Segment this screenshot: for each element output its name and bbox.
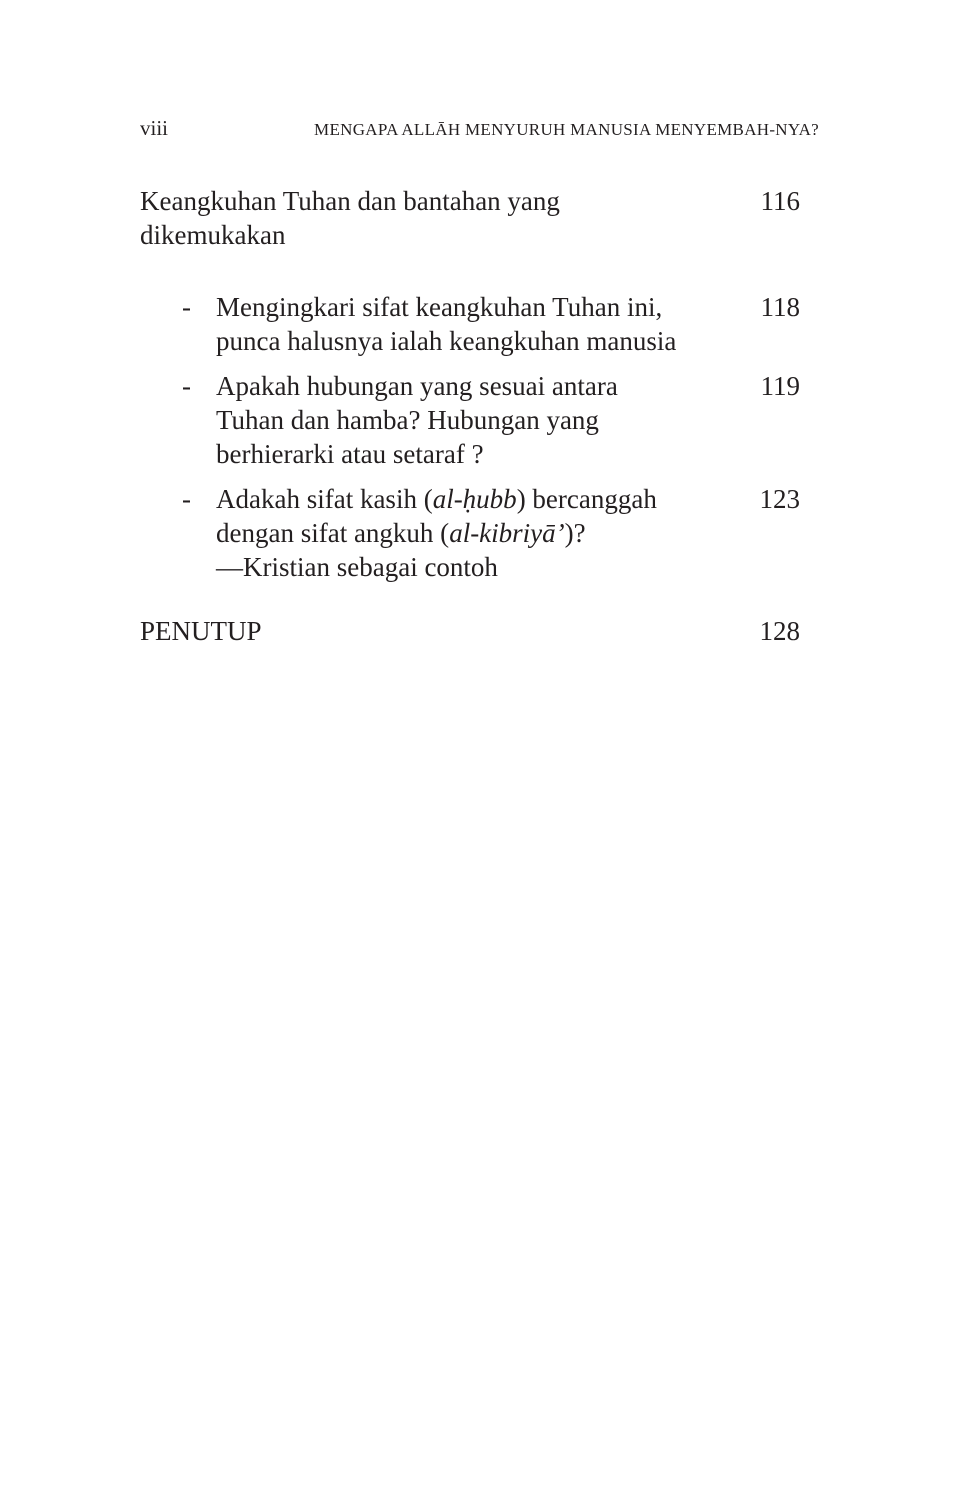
line-text: ) bercanggah: [516, 484, 657, 514]
toc-entry-line: —Kristian sebagai contoh: [216, 552, 498, 582]
running-head-title: MENGAPA ALLĀH MENYURUH MANUSIA MENYEMBAH-NYA?: [314, 120, 819, 139]
toc-sub-entry[interactable]: [140, 482, 802, 584]
italic-term: al-ḥubb: [432, 484, 517, 514]
toc-page-number: 118: [760, 292, 800, 322]
toc-sub-entry-title: [216, 369, 736, 471]
toc-page-number: 123: [759, 484, 800, 514]
toc-entry-line: Keangkuhan Tuhan dan bantahan yang: [140, 186, 560, 216]
toc-entry-title: [140, 614, 700, 648]
table-of-contents: [140, 184, 802, 648]
toc-entry-line: [216, 516, 736, 550]
toc-entry-main[interactable]: [140, 184, 802, 252]
toc-entry-line: punca halusnya ialah keangkuhan manusia: [216, 326, 677, 356]
list-dash: -: [182, 371, 191, 401]
italic-term: al-kibriyā’: [449, 518, 565, 548]
toc-entry-closing[interactable]: [140, 614, 802, 648]
toc-sub-entry-title: [216, 290, 736, 358]
toc-entry-line: Tuhan dan hamba? Hubungan yang: [216, 405, 599, 435]
running-head: [0, 112, 971, 148]
toc-entry-line: PENUTUP: [140, 616, 262, 646]
line-text: )?: [564, 518, 586, 548]
page-number: viii: [140, 116, 169, 140]
toc-entry-line: dikemukakan: [140, 220, 286, 250]
list-dash: -: [182, 292, 191, 322]
toc-entry-line: [216, 482, 736, 516]
toc-page-number: 116: [760, 186, 800, 216]
toc-entry-title: [140, 184, 700, 252]
toc-entry-line: Mengingkari sifat keangkuhan Tuhan ini,: [216, 292, 663, 322]
toc-sub-entry[interactable]: [140, 290, 802, 358]
line-text: dengan sifat angkuh (: [216, 518, 450, 548]
toc-entry-line: Apakah hubungan yang sesuai antara: [216, 371, 618, 401]
list-dash: -: [182, 484, 191, 514]
line-text: Adakah sifat kasih (: [216, 484, 433, 514]
toc-sub-entry[interactable]: [140, 369, 802, 471]
toc-sub-entry-title: [216, 482, 736, 584]
toc-page-number: 128: [759, 616, 800, 646]
toc-page-number: 119: [760, 371, 800, 401]
toc-entry-line: berhierarki atau setaraf ?: [216, 439, 484, 469]
